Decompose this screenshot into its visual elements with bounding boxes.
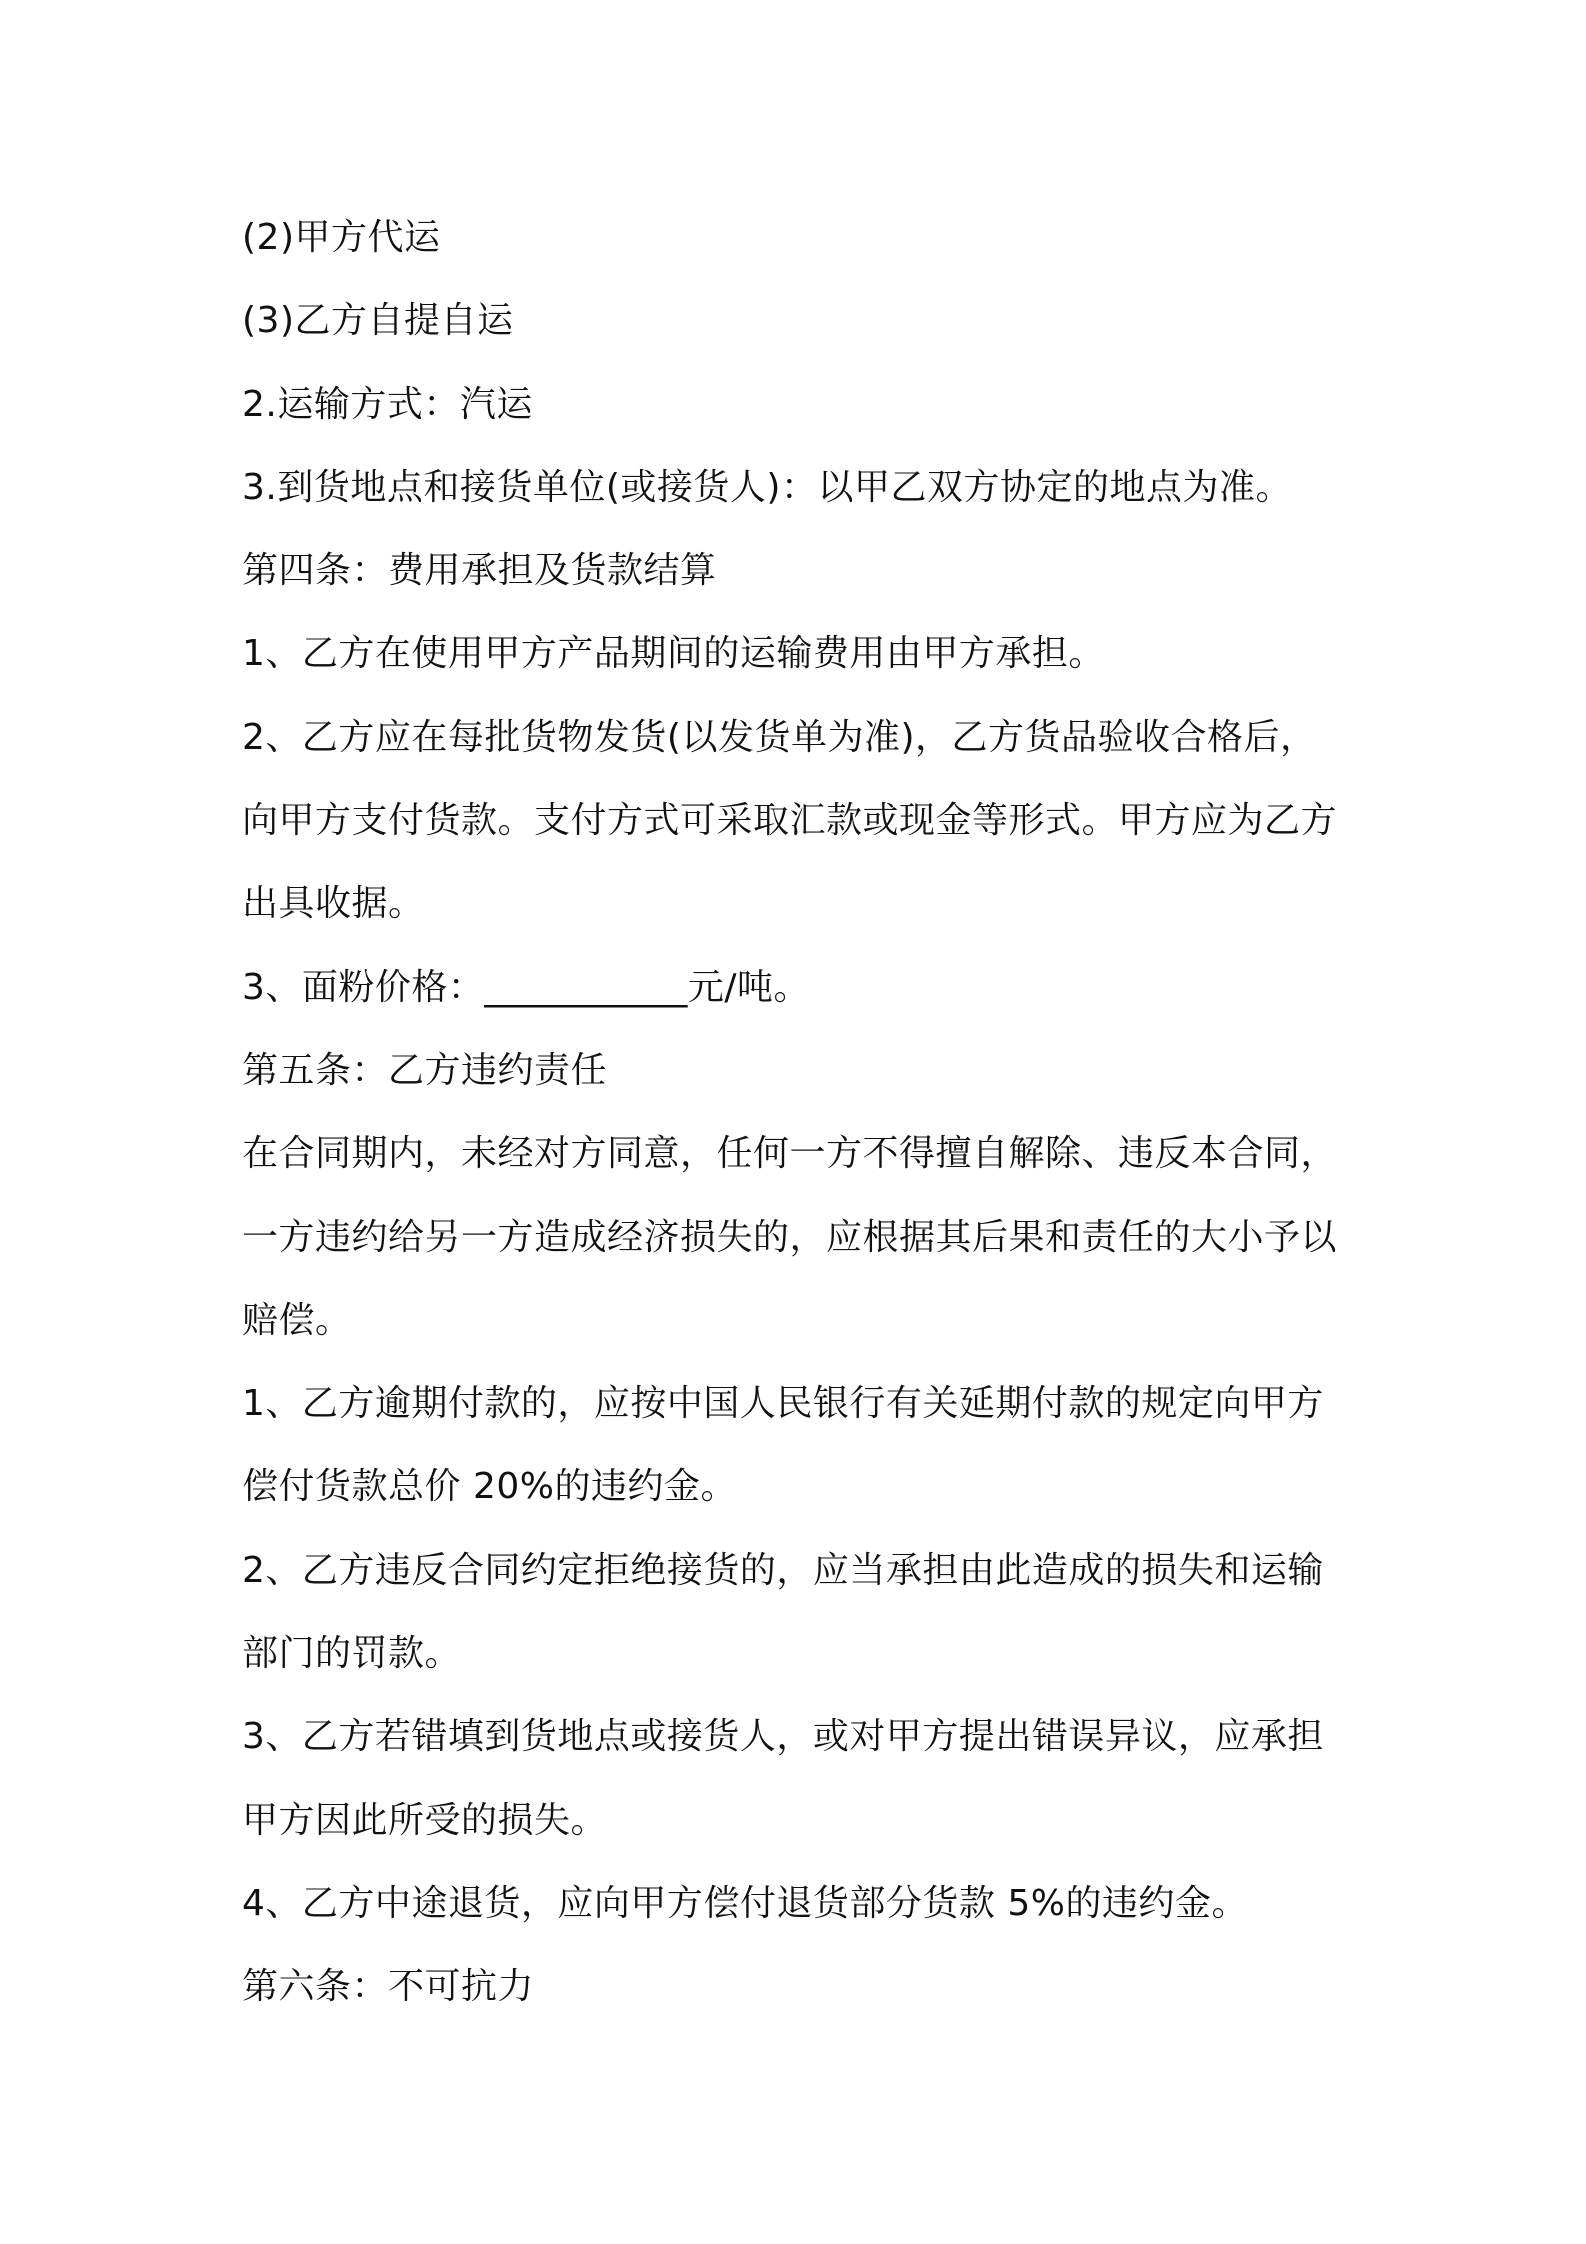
- clause-line-payment-2: 向甲方支付货款。支付方式可采取汇款或现金等形式。甲方应为乙方: [242, 800, 1338, 842]
- clause-line-late-payment-2: 偿付货款总价 20%的违约金。: [242, 1466, 737, 1508]
- clause-line-shipping-option-2: (2)甲方代运: [242, 217, 441, 258]
- section-heading-article-5: 第五条：乙方违约责任: [242, 1049, 608, 1091]
- clause-line-flour-price: 3、面粉价格：___________元/吨。: [242, 966, 811, 1008]
- clause-line-breach-2: 一方违约给另一方造成经济损失的，应根据其后果和责任的大小予以: [242, 1216, 1338, 1258]
- contract-text: [242, 196, 1352, 2029]
- clause-line-payment-1: 2、乙方应在每批货物发货(以发货单为准)，乙方货品验收合格后，: [242, 716, 1317, 758]
- section-heading-article-6: 第六条：不可抗力: [242, 1966, 535, 2008]
- clause-line-delivery-location: 3.到货地点和接货单位(或接货人)：以甲乙双方协定的地点为准。: [242, 466, 1292, 508]
- clause-line-freight-cost: 1、乙方在使用甲方产品期间的运输费用由甲方承担。: [242, 633, 1105, 675]
- clause-line-payment-3: 出具收据。: [242, 883, 425, 925]
- clause-line-refuse-delivery-2: 部门的罚款。: [242, 1633, 462, 1675]
- clause-line-transport-method: 2.运输方式：汽运: [242, 383, 533, 425]
- clause-line-shipping-option-3: (3)乙方自提自运: [242, 300, 514, 342]
- clause-line-refuse-delivery-1: 2、乙方违反合同约定拒绝接货的，应当承担由此造成的损失和运输: [242, 1549, 1324, 1591]
- clause-line-wrong-info-1: 3、乙方若错填到货地点或接货人，或对甲方提出错误异议，应承担: [242, 1716, 1324, 1758]
- clause-line-late-payment-1: 1、乙方逾期付款的，应按中国人民银行有关延期付款的规定向甲方: [242, 1383, 1324, 1425]
- clause-line-breach-3: 赔偿。: [242, 1299, 352, 1341]
- section-heading-article-4: 第四条：费用承担及货款结算: [242, 550, 717, 592]
- clause-line-return-goods: 4、乙方中途退货，应向甲方偿付退货部分货款 5%的违约金。: [242, 1882, 1248, 1924]
- clause-line-breach-1: 在合同期内，未经对方同意，任何一方不得擅自解除、违反本合同，: [242, 1133, 1338, 1175]
- clause-line-wrong-info-2: 甲方因此所受的损失。: [242, 1799, 608, 1841]
